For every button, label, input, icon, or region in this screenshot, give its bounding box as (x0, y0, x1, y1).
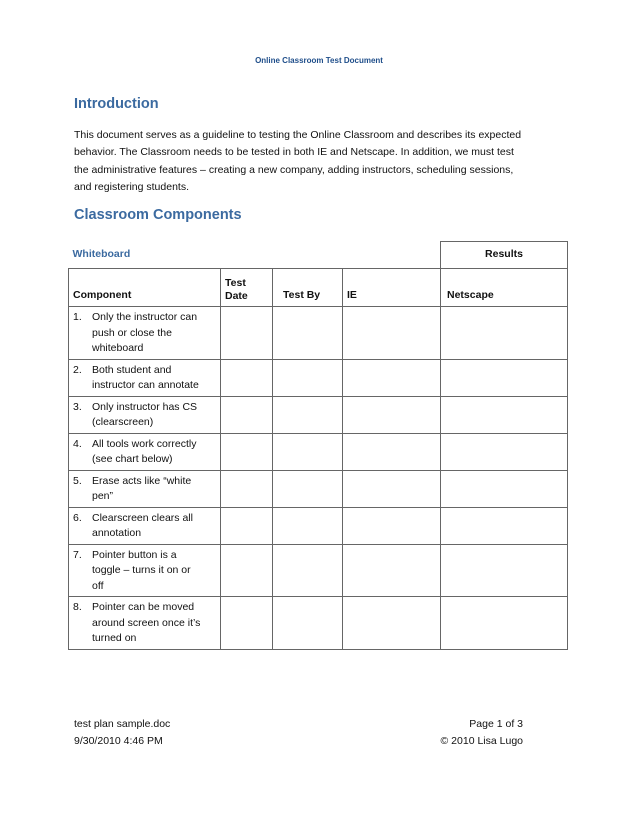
table-row (69, 359, 568, 396)
test-date-cell[interactable] (221, 396, 273, 433)
test-date-cell[interactable] (221, 507, 273, 544)
list-item-text (92, 363, 216, 394)
list-item-line: Only instructor has CS (92, 400, 198, 413)
test-date-cell[interactable] (221, 359, 273, 396)
test-date-cell[interactable] (221, 597, 273, 650)
footer-page-number: Page 1 of 3 (469, 718, 523, 730)
ie-result-cell[interactable] (343, 597, 441, 650)
footer-line-2 (74, 733, 523, 750)
whiteboard-test-table (68, 241, 568, 650)
list-item-number: 3. (73, 400, 82, 413)
intro-line: This document serves as a guideline to testing the Online Classroom and describes its expected (74, 129, 522, 141)
table-row (69, 597, 568, 650)
test-date-cell[interactable] (221, 544, 273, 597)
list-item-text (92, 437, 216, 468)
results-header: Results (441, 242, 568, 269)
test-date-cell[interactable] (221, 433, 273, 470)
ie-result-cell[interactable] (343, 470, 441, 507)
list-item-line: push or close the (92, 326, 172, 339)
component-cell (69, 433, 221, 470)
list-item-text (92, 310, 216, 357)
component-cell (69, 307, 221, 360)
list-item (73, 363, 216, 394)
list-item (73, 437, 216, 468)
list-item-line: Only the instructor can (92, 311, 198, 323)
test-by-cell[interactable] (273, 507, 343, 544)
footer-datetime: 9/30/2010 4:46 PM (74, 735, 163, 747)
test-date-cell[interactable] (221, 470, 273, 507)
test-by-cell[interactable] (273, 359, 343, 396)
list-item-number: 6. (73, 511, 82, 524)
column-header-component: Component (69, 269, 221, 307)
list-item-number: 7. (73, 548, 82, 561)
table-row (69, 507, 568, 544)
ie-result-cell[interactable] (343, 507, 441, 544)
column-header-ie: IE (343, 269, 441, 307)
table-row (69, 544, 568, 597)
list-item-line: pen” (92, 490, 114, 502)
list-item-line: Pointer button is a (92, 548, 177, 561)
list-item-line: instructor can annotate (92, 379, 199, 391)
ie-result-cell[interactable] (343, 359, 441, 396)
list-item (73, 511, 216, 542)
table-title-row (69, 242, 568, 269)
list-item-number: 2. (73, 363, 82, 376)
ie-result-cell[interactable] (343, 433, 441, 470)
column-header-netscape: Netscape (441, 269, 568, 307)
list-item (73, 474, 216, 505)
list-item-line: Erase acts like “white (92, 474, 192, 487)
list-item-number: 1. (73, 311, 82, 323)
component-cell (69, 597, 221, 650)
list-item-line: annotation (92, 527, 142, 539)
table-column-header-row (69, 269, 568, 307)
list-item-line: Clearscreen clears all (92, 511, 193, 524)
table-row (69, 433, 568, 470)
intro-line: the administrative features – creating a new company, adding instructors, scheduling sessions, (74, 163, 514, 176)
list-item-line: off (92, 579, 104, 592)
list-item-line: whiteboard (92, 342, 144, 354)
list-item-text (92, 600, 216, 647)
intro-line: behavior. The Classroom needs to be tested in both IE and Netscape. In addition, we must test (74, 146, 514, 159)
table-row (69, 396, 568, 433)
list-item-line: Pointer can be moved (92, 601, 195, 613)
footer-filename: test plan sample.doc (74, 718, 171, 730)
list-item-line: toggle – turns it on or (92, 564, 191, 576)
list-item-number: 4. (73, 437, 82, 450)
footer-line-1 (74, 716, 523, 733)
list-item-line: Both student and (92, 363, 172, 376)
netscape-result-cell[interactable] (441, 507, 568, 544)
test-by-cell[interactable] (273, 597, 343, 650)
list-item-number: 8. (73, 601, 82, 613)
list-item-text (92, 400, 216, 431)
footer-copyright: © 2010 Lisa Lugo (440, 735, 523, 747)
list-item (73, 548, 216, 595)
component-cell (69, 507, 221, 544)
table-row (69, 470, 568, 507)
test-by-cell[interactable] (273, 470, 343, 507)
list-item (73, 600, 216, 647)
netscape-result-cell[interactable] (441, 470, 568, 507)
component-cell (69, 396, 221, 433)
test-by-cell[interactable] (273, 396, 343, 433)
column-header-test-by: Test By (273, 269, 343, 307)
test-by-cell[interactable] (273, 433, 343, 470)
introduction-paragraph (74, 127, 574, 196)
netscape-result-cell[interactable] (441, 359, 568, 396)
list-item-line: All tools work correctly (92, 437, 197, 450)
netscape-result-cell[interactable] (441, 544, 568, 597)
introduction-heading: Introduction (74, 96, 159, 112)
list-item (73, 310, 216, 357)
list-item-number: 5. (73, 474, 82, 487)
netscape-result-cell[interactable] (441, 597, 568, 650)
test-by-cell[interactable] (273, 544, 343, 597)
ie-result-cell[interactable] (343, 307, 441, 360)
whiteboard-section-label: Whiteboard (69, 242, 441, 269)
netscape-result-cell[interactable] (441, 433, 568, 470)
list-item-line: (see chart below) (92, 453, 173, 465)
component-cell (69, 470, 221, 507)
column-header-test-date (221, 269, 273, 307)
intro-line: and registering students. (74, 180, 189, 193)
list-item-line: (clearscreen) (92, 416, 154, 428)
list-item-line: around screen once it’s (92, 616, 201, 629)
netscape-result-cell[interactable] (441, 396, 568, 433)
list-item-line: turned on (92, 632, 137, 644)
netscape-result-cell[interactable] (441, 307, 568, 360)
list-item-text (92, 474, 216, 505)
ie-result-cell[interactable] (343, 396, 441, 433)
list-item (73, 400, 216, 431)
ie-result-cell[interactable] (343, 544, 441, 597)
component-cell (69, 359, 221, 396)
classroom-components-heading: Classroom Components (74, 207, 242, 223)
test-date-cell[interactable] (221, 307, 273, 360)
component-cell (69, 544, 221, 597)
test-by-cell[interactable] (273, 307, 343, 360)
list-item-text (92, 511, 216, 542)
table-row (69, 307, 568, 360)
document-header-title: Online Classroom Test Document (255, 56, 383, 65)
column-header-test-date-text: Test Date (225, 277, 248, 302)
list-item-text (92, 548, 216, 595)
